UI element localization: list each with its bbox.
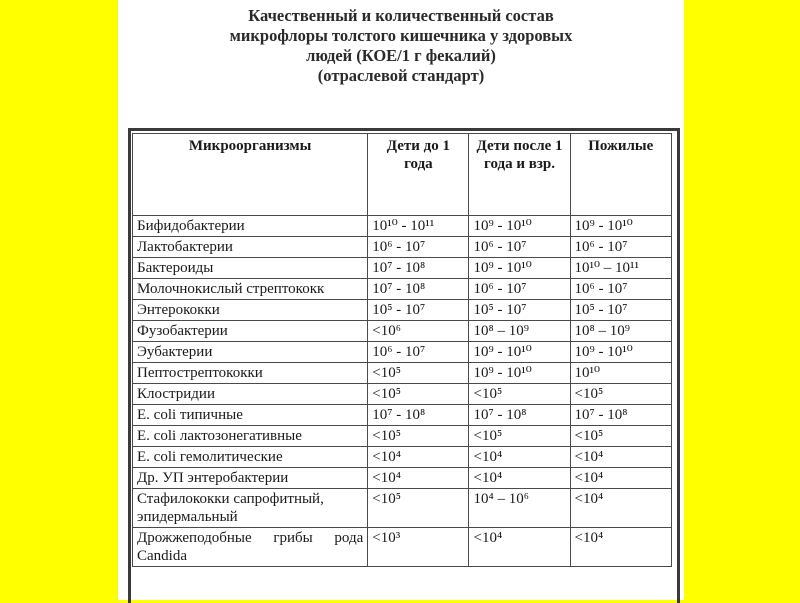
value-elderly: <10⁴ <box>570 489 671 528</box>
table-row <box>133 447 672 468</box>
value-children-over-1-adults: <10⁵ <box>469 384 570 405</box>
organism-name: Бактероиды <box>133 258 368 279</box>
value-children-over-1-adults: <10⁵ <box>469 426 570 447</box>
value-children-over-1-adults: <10⁴ <box>469 468 570 489</box>
organism-name: Молочнокислый стрептококк <box>133 279 368 300</box>
table-row <box>133 426 672 447</box>
organism-name: Др. УП энтеробактерии <box>133 468 368 489</box>
value-elderly: 10⁹ - 10¹⁰ <box>570 216 671 237</box>
table-row <box>133 321 672 342</box>
header-microorganisms: Микроорганизмы <box>133 134 368 216</box>
table-row <box>133 405 672 426</box>
table-row <box>133 342 672 363</box>
table-row <box>133 363 672 384</box>
value-children-over-1-adults: <10⁴ <box>469 528 570 567</box>
organism-name: Клостридии <box>133 384 368 405</box>
header-elderly: Пожилые <box>570 134 671 216</box>
organism-name: Лактобактерии <box>133 237 368 258</box>
header-children-over-1-adults: Дети после 1 года и взр. <box>469 134 570 216</box>
value-children-under-1: 10⁷ - 10⁸ <box>368 279 469 300</box>
value-children-under-1: 10⁷ - 10⁸ <box>368 258 469 279</box>
document-page <box>118 0 684 600</box>
value-elderly: <10⁴ <box>570 447 671 468</box>
table-row <box>133 528 672 567</box>
organism-name: Фузобактерии <box>133 321 368 342</box>
table-row <box>133 300 672 321</box>
value-elderly: 10¹⁰ <box>570 363 671 384</box>
value-children-under-1: 10¹⁰ - 10¹¹ <box>368 216 469 237</box>
value-children-over-1-adults: 10⁹ - 10¹⁰ <box>469 216 570 237</box>
value-children-under-1: <10³ <box>368 528 469 567</box>
value-children-over-1-adults: 10⁹ - 10¹⁰ <box>469 363 570 384</box>
value-children-under-1: <10⁵ <box>368 426 469 447</box>
value-children-under-1: <10⁵ <box>368 384 469 405</box>
table-row <box>133 237 672 258</box>
organism-name: E. coli гемолитические <box>133 447 368 468</box>
value-children-over-1-adults: 10⁷ - 10⁸ <box>469 405 570 426</box>
value-children-under-1: 10⁷ - 10⁸ <box>368 405 469 426</box>
header-children-under-1: Дети до 1 года <box>368 134 469 216</box>
value-elderly: <10⁵ <box>570 426 671 447</box>
table-row <box>133 279 672 300</box>
organism-name: E. coli типичные <box>133 405 368 426</box>
value-children-over-1-adults: 10⁹ - 10¹⁰ <box>469 342 570 363</box>
value-children-over-1-adults: 10⁸ – 10⁹ <box>469 321 570 342</box>
table-row <box>133 258 672 279</box>
value-elderly: 10⁶ - 10⁷ <box>570 237 671 258</box>
organism-name: E. coli лактозонегативные <box>133 426 368 447</box>
value-elderly: <10⁴ <box>570 468 671 489</box>
value-elderly: 10¹⁰ – 10¹¹ <box>570 258 671 279</box>
table-body <box>133 216 672 567</box>
value-elderly: 10⁹ - 10¹⁰ <box>570 342 671 363</box>
value-children-under-1: <10⁴ <box>368 468 469 489</box>
value-children-over-1-adults: 10⁶ - 10⁷ <box>469 279 570 300</box>
organism-name: Бифидобактерии <box>133 216 368 237</box>
value-children-over-1-adults: <10⁴ <box>469 447 570 468</box>
microflora-table <box>132 133 672 567</box>
value-children-under-1: <10⁶ <box>368 321 469 342</box>
organism-name: Дрожжеподобные грибы рода Candida <box>133 528 368 567</box>
value-children-over-1-adults: 10⁵ - 10⁷ <box>469 300 570 321</box>
value-elderly: 10⁵ - 10⁷ <box>570 300 671 321</box>
organism-name: Эубактерии <box>133 342 368 363</box>
document-title <box>118 6 684 86</box>
table-header-row <box>133 134 672 216</box>
value-children-under-1: <10⁵ <box>368 363 469 384</box>
value-elderly: <10⁴ <box>570 528 671 567</box>
organism-name: Пептострептококки <box>133 363 368 384</box>
value-children-over-1-adults: 10⁶ - 10⁷ <box>469 237 570 258</box>
table-row <box>133 216 672 237</box>
title-line-1: Качественный и количественный состав <box>248 6 554 25</box>
title-line-2: микрофлоры толстого кишечника у здоровых <box>229 26 573 45</box>
value-children-under-1: <10⁵ <box>368 489 469 528</box>
value-children-over-1-adults: 10⁴ – 10⁶ <box>469 489 570 528</box>
value-children-over-1-adults: 10⁹ - 10¹⁰ <box>469 258 570 279</box>
table-row <box>133 384 672 405</box>
organism-name: Стафилококки сапрофитный, эпидермальный <box>133 489 368 528</box>
value-elderly: 10⁶ - 10⁷ <box>570 279 671 300</box>
organism-name: Энтерококки <box>133 300 368 321</box>
table-row <box>133 489 672 528</box>
value-children-under-1: 10⁵ - 10⁷ <box>368 300 469 321</box>
table-row <box>133 468 672 489</box>
value-elderly: 10⁷ - 10⁸ <box>570 405 671 426</box>
value-children-under-1: <10⁴ <box>368 447 469 468</box>
value-children-under-1: 10⁶ - 10⁷ <box>368 342 469 363</box>
title-line-3: людей (КОЕ/1 г фекалий) <box>306 46 496 65</box>
value-elderly: 10⁸ – 10⁹ <box>570 321 671 342</box>
title-line-4: (отраслевой стандарт) <box>317 66 485 85</box>
value-children-under-1: 10⁶ - 10⁷ <box>368 237 469 258</box>
value-elderly: <10⁵ <box>570 384 671 405</box>
